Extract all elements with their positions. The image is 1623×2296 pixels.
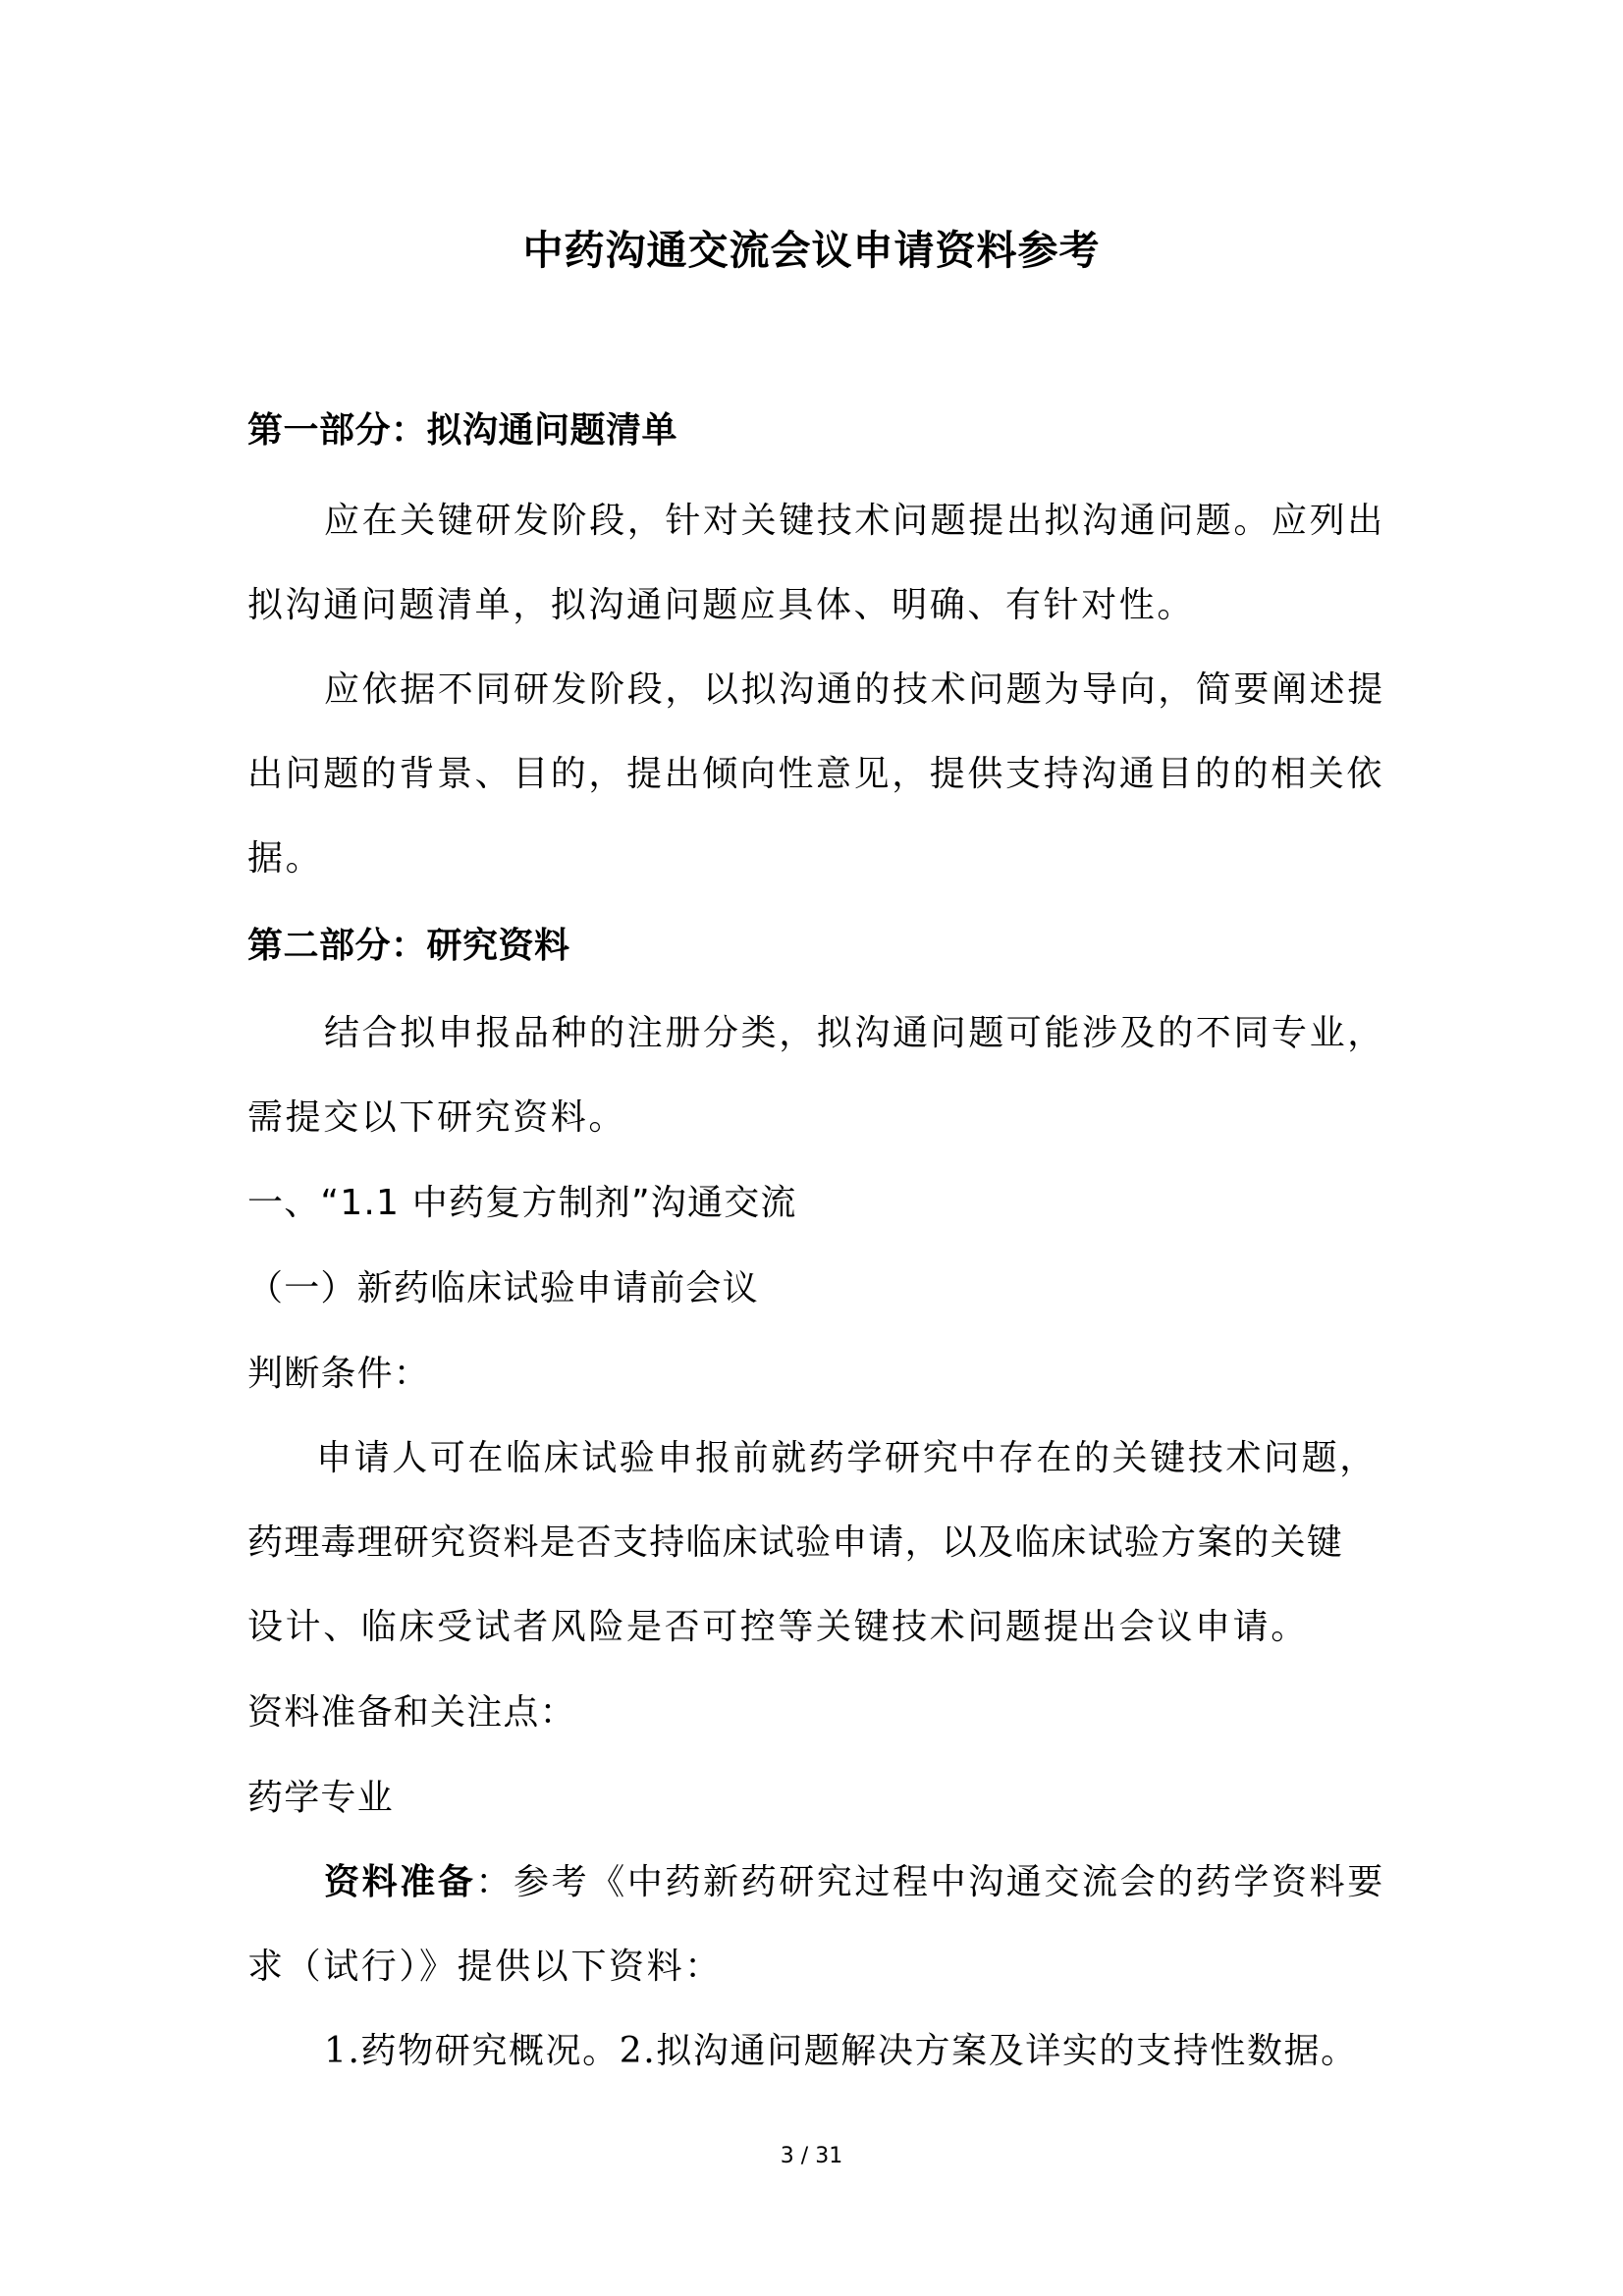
document-title: 中药沟通交流会议申请资料参考 bbox=[522, 227, 1101, 274]
pharmacy-label: 药学专业 bbox=[247, 1778, 394, 1818]
part1-paragraph1-line1: 应在关键研发阶段，针对关键技术问题提出拟沟通问题。应列出 bbox=[324, 501, 1385, 541]
criteria-line3: 设计、临床受试者风险是否可控等关键技术问题提出会议申请。 bbox=[247, 1607, 1309, 1647]
part2-paragraph1-line1: 结合拟申报品种的注册分类，拟沟通问题可能涉及的不同专业， bbox=[324, 1013, 1385, 1053]
prep-line2: 求（试行）》提供以下资料： bbox=[247, 1947, 723, 1987]
part1-paragraph1-line2: 拟沟通问题清单，拟沟通问题应具体、明确、有针对性。 bbox=[247, 585, 1196, 625]
part2-paragraph1-line2: 需提交以下研究资料。 bbox=[247, 1097, 627, 1138]
criteria-line1: 申请人可在临床试验申报前就药学研究中存在的关键技术问题， bbox=[316, 1438, 1378, 1478]
section1-heading: 一、“1.1 中药复方制剂”沟通交流 bbox=[247, 1183, 797, 1223]
part1-heading: 第一部分：拟沟通问题清单 bbox=[247, 410, 678, 451]
prep-line1-text: ：参考《中药新药研究过程中沟通交流会的药学资料要 bbox=[475, 1862, 1385, 1902]
page-indicator: 3 / 31 bbox=[780, 2144, 843, 2168]
prep-line1 bbox=[324, 1853, 1386, 1912]
criteria-line2: 药理毒理研究资料是否支持临床试验申请，以及临床试验方案的关键 bbox=[247, 1522, 1344, 1563]
prep-bold-label: 资料准备 bbox=[324, 1862, 476, 1902]
prep-label: 资料准备和关注点： bbox=[247, 1692, 576, 1733]
part1-paragraph2-line2: 出问题的背景、目的，提出倾向性意见，提供支持沟通目的的相关依 bbox=[247, 754, 1385, 794]
part2-heading: 第二部分：研究资料 bbox=[247, 926, 570, 966]
items-line: 1.药物研究概况。2.拟沟通问题解决方案及详实的支持性数据。 bbox=[324, 2031, 1358, 2071]
part1-paragraph2-line3: 据。 bbox=[247, 838, 324, 879]
part1-paragraph2-line1: 应依据不同研发阶段，以拟沟通的技术问题为导向，简要阐述提 bbox=[324, 669, 1385, 710]
criteria-label: 判断条件： bbox=[247, 1354, 431, 1394]
subsection1-heading: （一）新药临床试验申请前会议 bbox=[247, 1268, 759, 1308]
